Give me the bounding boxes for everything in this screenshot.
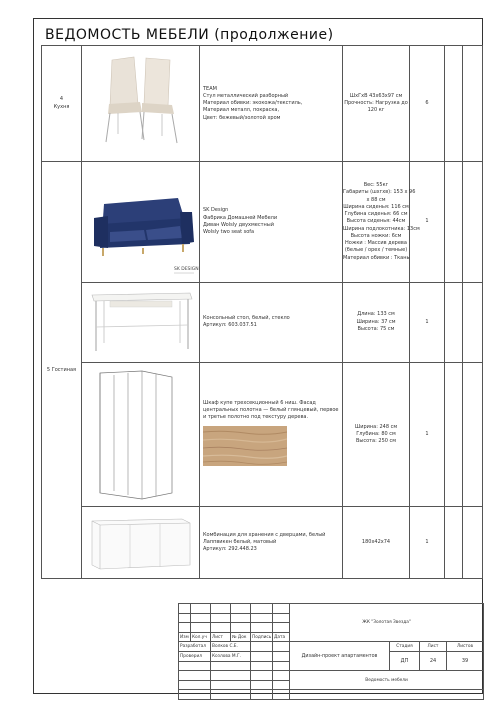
quantity-cell: 1 [410,162,445,282]
table-row [42,282,483,362]
image-cell [82,46,200,162]
dimensions-cell: 180х42х74 [343,507,410,579]
stamp-header-row: Изм Кол.уч Лист № Док Подпись Дата [179,632,484,642]
stage-value: ДП [390,651,420,670]
wood-texture-sample [203,426,287,466]
dimensions-cell: Длина: 133 см Ширина: 37 см Высота: 75 см [343,282,410,362]
description-cell: TEAM Стул металлический разборный Материал обивки: экокожа/текстиль, Материал металл, покраска, Цвет: бежевый/золотой хром [200,46,343,162]
empty-cell [445,362,463,506]
empty-cell [463,362,483,506]
checker-label: Проверил [179,651,211,661]
console-table-image [82,283,199,359]
quantity-cell: 1 [410,507,445,579]
design-project: Дизайн-проект апартаментов [290,642,390,671]
image-cell [82,507,200,579]
image-cell [82,162,200,282]
quantity-cell: 6 [410,46,445,162]
document-title: Ведомость мебели [290,671,484,690]
dining-chairs-image [82,46,199,158]
dimensions-cell: Ширина: 248 см Глубина: 80 см Высота: 250 см [343,362,410,506]
empty-cell [445,282,463,362]
table-row [42,162,483,282]
table-row [42,507,483,579]
empty-cell [463,282,483,362]
sheet-value: 24 [420,651,447,670]
description-cell: Консольный стол, белый, стекло Артикул: 603.037.51 [200,282,343,362]
description-cell: Комбинация для хранения с дверцами, белый Лаппвикен белый, матовый Артикул: 292.448.23 [200,507,343,579]
empty-cell [463,46,483,162]
quantity-cell: 1 [410,362,445,506]
title-block: ЖК "Золотая Звезда" Изм Кол.уч Лист № Док Подпись Дата Разработал Волков С.Е. Дизайн-проект апартаментов Стадия Лист Листов Проверил Козлова М.Г. ДП 24 39 Ведомость мебели [178,603,483,694]
developer-label: Разработал [179,642,211,652]
empty-cell [445,162,463,282]
project-name: ЖК "Золотая Звезда" [290,604,484,642]
sheets-value: 39 [447,651,484,670]
white-cabinet-image [82,507,199,575]
developer-name: Волков С.Е. [211,642,251,652]
blue-sofa-image [82,162,199,278]
image-cell [82,282,200,362]
description-cell: Шкаф купе трехсекционный 6 ниш. Фасад центральных полотна — белый глянцевый, первое и третье полотно под текстуру дерева. [200,362,343,506]
empty-cell [463,162,483,282]
dimensions-cell: ШхГхВ 43х63х97 см Прочность: Нагрузка до 120 кг [343,46,410,162]
checker-name: Козлова М.Г. [211,651,251,661]
furniture-schedule-table [41,45,483,579]
table-row [42,362,483,506]
empty-cell [445,46,463,162]
image-cell [82,362,200,506]
wardrobe-image [82,363,199,503]
sk-design-logo: SK DESIGN [174,267,199,273]
room-cell: 5 Гостиная [42,162,82,579]
quantity-cell: 1 [410,282,445,362]
dimensions-cell: Вес: 55кг Габариты (шхгхв): 153 х 96 х 88 см Ширина сиденья: 116 см Глубина сиденья: 66 см Высота сиденья: 44см Ширина подлокотника: 13см Высота ножки: 6см Ножки : Массив дерева (белые / орех / темные) Материал обивки : Ткань [343,162,410,282]
room-cell: 4 Кухня [42,46,82,162]
page-title: ВЕДОМОСТЬ МЕБЕЛИ (продолжение) [45,27,334,43]
description-cell: SK Design Фабрика Домашней Мебели Диван Wolsly двухместный Wolsly two seat sofa [200,162,343,282]
empty-cell [463,507,483,579]
table-row [42,46,483,162]
empty-cell [445,507,463,579]
